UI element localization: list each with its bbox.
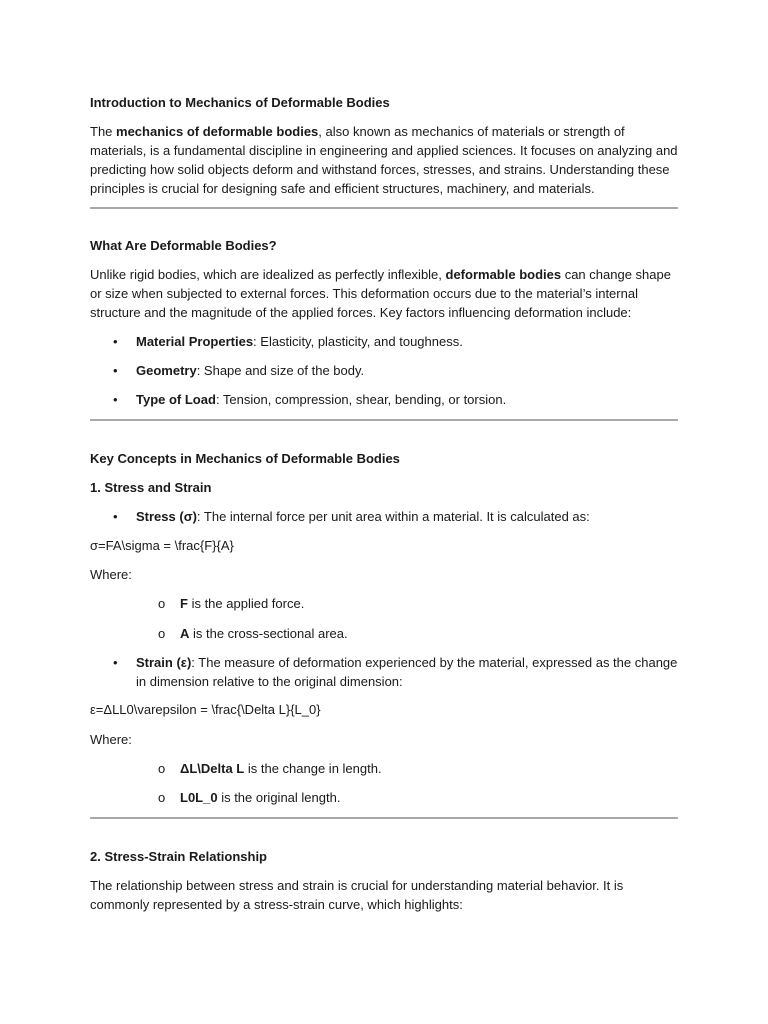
list-item — [113, 361, 678, 380]
list-item — [113, 332, 678, 351]
horizontal-rule — [90, 817, 678, 819]
intro-text: , also known as mechanics of materials or strength of materials, is a fundamental discipline in engineering and applied sciences. It focuses on analyzing and predicting how solid objects deform and withstand forces, stresses, and strains. Understanding these principles is crucial for designing safe and efficient structures, machinery, and materials. — [90, 124, 678, 196]
sub-list-item — [158, 594, 678, 613]
sub-item-bold: L0L_0 — [180, 790, 218, 805]
list-item-text: : Tension, compression, shear, bending, or torsion. — [215, 392, 507, 407]
circle-bullet-icon: o — [158, 626, 166, 641]
deformable-paragraph — [90, 265, 680, 322]
where-label: Where: — [90, 732, 132, 747]
list-item-bold: Stress (σ) — [136, 509, 197, 524]
deformable-text: Unlike rigid bodies, which are idealized as perfectly inflexible, — [90, 267, 446, 282]
list-item-text: : The internal force per unit area within a material. It is calculated as: — [196, 509, 590, 524]
sub-item-bold: ΔL\Delta L — [180, 761, 245, 776]
section-heading-concepts: Key Concepts in Mechanics of Deformable Bodies — [90, 451, 400, 466]
sub-item-text: is the change in length. — [244, 761, 382, 776]
circle-bullet-icon: o — [158, 596, 166, 611]
list-item-bold: Type of Load — [136, 392, 216, 407]
list-item-bold: Strain (ε) — [136, 655, 192, 670]
intro-paragraph — [90, 122, 680, 198]
horizontal-rule — [90, 207, 678, 209]
sub-item-text: is the original length. — [217, 790, 341, 805]
section-heading-intro: Introduction to Mechanics of Deformable Bodies — [90, 95, 390, 110]
sub-list-item — [158, 788, 678, 807]
list-item-text: : Elasticity, plasticity, and toughness. — [253, 334, 463, 349]
deformable-bold-term: deformable bodies — [445, 267, 562, 282]
list-item — [113, 653, 678, 691]
bullet-icon: • — [113, 334, 118, 349]
sub-item-text: is the applied force. — [187, 596, 305, 611]
horizontal-rule — [90, 419, 678, 421]
bullet-icon: • — [113, 509, 118, 524]
list-item — [113, 390, 678, 409]
subheading-stress-strain-relationship: 2. Stress-Strain Relationship — [90, 849, 267, 864]
deformable-text: can change shape or size when subjected to external forces. This deformation occurs due to the material’s internal structure and the magnitude of the applied forces. Key factors influencing deformation include: — [90, 267, 671, 320]
subheading-stress-strain: 1. Stress and Strain — [90, 480, 212, 495]
sub-item-bold: F — [180, 596, 188, 611]
circle-bullet-icon: o — [158, 761, 166, 776]
list-item-bold: Material Properties — [136, 334, 254, 349]
list-item — [113, 507, 678, 526]
list-item-text: : Shape and size of the body. — [196, 363, 365, 378]
stress-formula: σ=FA\sigma = \frac{F}{A} — [90, 538, 234, 553]
relationship-paragraph: The relationship between stress and strain is crucial for understanding material behavior. It is commonly represented by a stress-strain curve, which highlights: — [90, 878, 624, 912]
where-label: Where: — [90, 567, 132, 582]
sub-list-item — [158, 759, 678, 778]
sub-item-bold: A — [180, 626, 190, 641]
circle-bullet-icon: o — [158, 790, 166, 805]
bullet-icon: • — [113, 363, 118, 378]
bullet-icon: • — [113, 655, 118, 670]
strain-formula: ε=ΔLL0\varepsilon = \frac{\Delta L}{L_0} — [90, 702, 321, 717]
bullet-icon: • — [113, 392, 118, 407]
list-item-text: : The measure of deformation experienced by the material, expressed as the change in dimension relative to the original dimension: — [136, 655, 678, 689]
intro-text: The — [90, 124, 117, 139]
sub-item-text: is the cross-sectional area. — [189, 626, 348, 641]
list-item-bold: Geometry — [136, 363, 197, 378]
sub-list-item — [158, 624, 678, 643]
intro-bold-term: mechanics of deformable bodies — [116, 124, 319, 139]
section-heading-deformable: What Are Deformable Bodies? — [90, 238, 277, 253]
